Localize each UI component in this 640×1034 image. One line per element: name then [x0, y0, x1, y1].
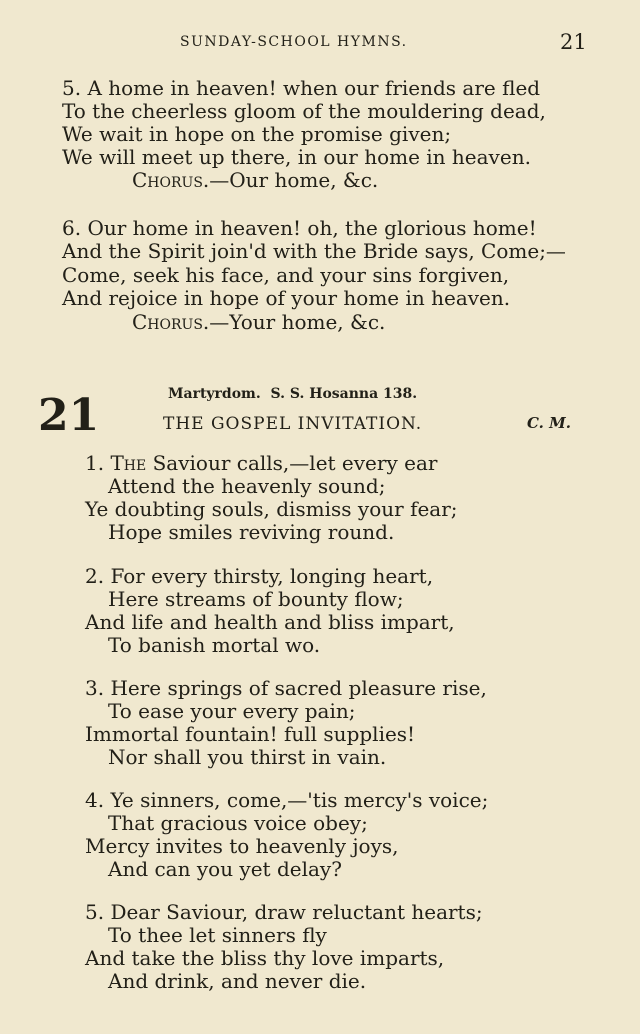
stanza1-line2: Attend the heavenly sound; [108, 474, 386, 498]
running-title: SUNDAY-SCHOOL HYMNS. [180, 34, 408, 50]
stanza3-line3: Immortal fountain! full supplies! [85, 722, 416, 746]
stanza5-line1: 5. Dear Saviour, draw reluctant hearts; [85, 900, 483, 924]
stanza4-line2: That gracious voice obey; [108, 811, 368, 835]
stanza2-line2: Here streams of bounty flow; [108, 587, 404, 611]
prev-stanza6-line3: Come, seek his face, and your sins forgiven, [62, 263, 510, 287]
prev-stanza5-line4: We will meet up there, in our home in heaven. [62, 145, 531, 169]
tune-name: Martyrdom. [168, 386, 261, 402]
prev-stanza5-line2: To the cheerless gloom of the mouldering dead, [62, 99, 546, 123]
stanza2-line4: To banish mortal wo. [108, 633, 321, 657]
stanza3-line2: To ease your every pain; [108, 699, 356, 723]
prev-stanza6-line2: And the Spirit join'd with the Bride says, Come;— [62, 239, 566, 263]
stanza3-line4: Nor shall you thirst in vain. [108, 745, 387, 769]
page-number: 21 [560, 30, 587, 54]
hymn-meter: C. M. [527, 414, 571, 432]
page-header [0, 30, 640, 56]
stanza-first-line-rest: Saviour calls,—let every ear [146, 451, 438, 475]
hymn-title: THE GOSPEL INVITATION. [163, 414, 423, 434]
stanza5-line4: And drink, and never die. [108, 969, 367, 993]
chorus-text: —Your home, &c. [209, 310, 386, 334]
chorus-label: Chorus. [132, 168, 210, 192]
chorus-text: —Our home, &c. [209, 168, 379, 192]
stanza4-line4: And can you yet delay? [108, 857, 342, 881]
stanza3-line1: 3. Here springs of sacred pleasure rise, [85, 676, 487, 700]
stanza5-line2: To thee let sinners fly [108, 923, 327, 947]
prev-stanza6-line4: And rejoice in hope of your home in heaven. [62, 286, 511, 310]
hymn-number: 21 [38, 390, 100, 441]
stanza5-line3: And take the bliss thy love imparts, [85, 946, 445, 970]
stanza4-line1: 4. Ye sinners, come,—'tis mercy's voice; [85, 788, 489, 812]
stanza-first-word: The [110, 451, 147, 475]
stanza1-line3: Ye doubting souls, dismiss your fear; [85, 497, 458, 521]
stanza1-line4: Hope smiles reviving round. [108, 520, 395, 544]
stanza2-line1: 2. For every thirsty, longing heart, [85, 564, 434, 588]
stanza2-line3: And life and health and bliss impart, [85, 610, 455, 634]
prev-stanza6-line1: 6. Our home in heaven! oh, the glorious home! [62, 216, 537, 240]
stanza4-line3: Mercy invites to heavenly joys, [85, 834, 399, 858]
stanza1-line1 [85, 452, 437, 474]
prev-stanza5-line3: We wait in hope on the promise given; [62, 122, 452, 146]
stanza-number: 1. [85, 451, 105, 475]
tune-line [168, 386, 417, 402]
tune-source: S. S. Hosanna 138. [270, 386, 418, 402]
prev-stanza5-chorus [132, 169, 378, 191]
prev-stanza6-chorus [132, 311, 385, 333]
chorus-label: Chorus. [132, 310, 210, 334]
prev-stanza5-line1: 5. A home in heaven! when our friends are fled [62, 76, 541, 100]
